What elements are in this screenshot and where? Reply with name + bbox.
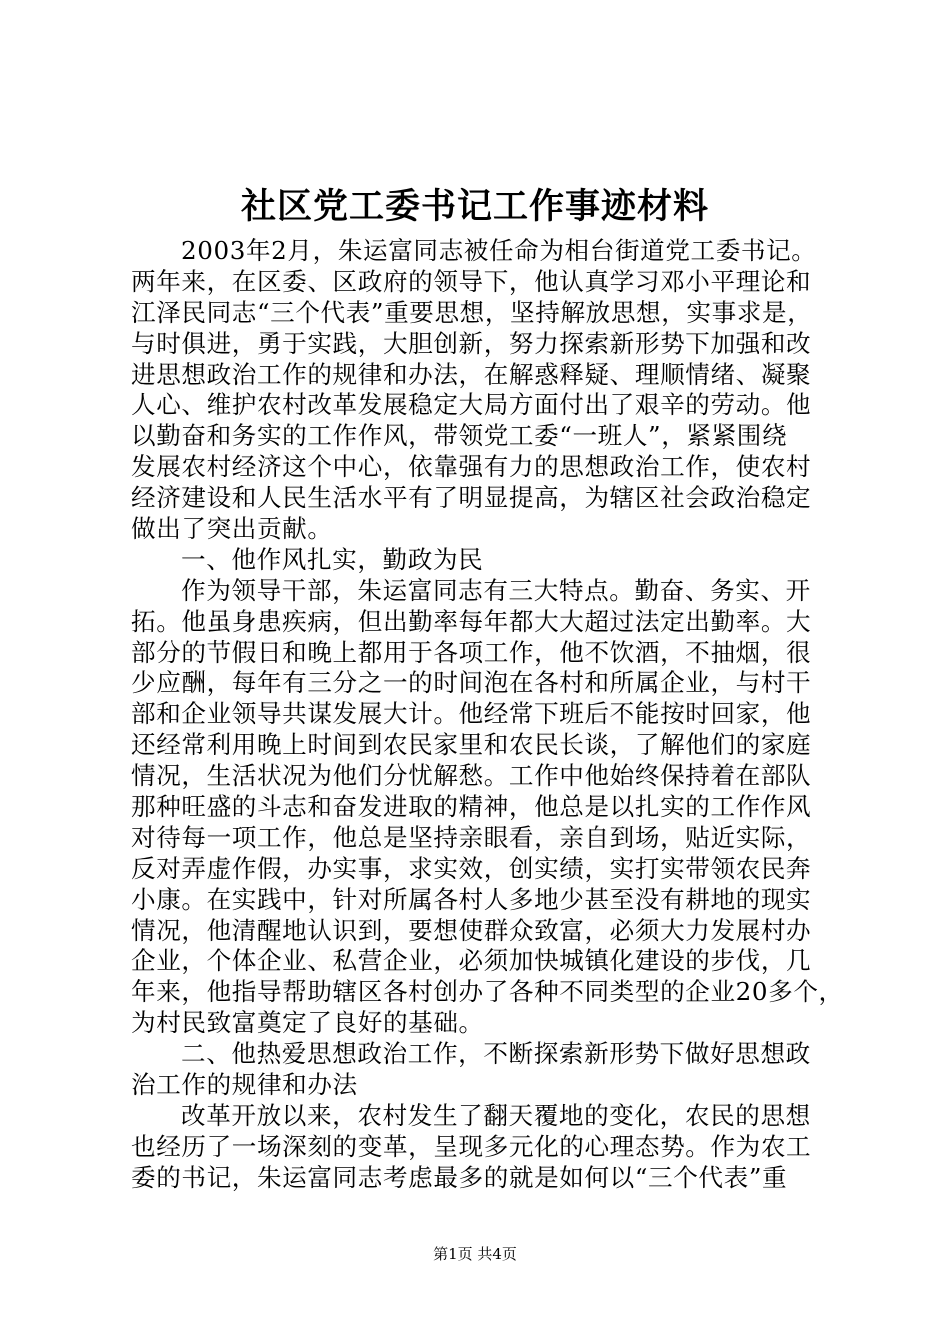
body-line: 也经历了一场深刻的变革，呈现多元化的心理态势。作为农工 [131,1131,812,1161]
body-line: 江泽民同志“三个代表”重要思想，坚持解放思想，实事求是， [131,297,813,327]
body-line: 情况，他清醒地认识到，要想使群众致富，必须大力发展村办 [131,915,812,945]
body-line: 改革开放以来，农村发生了翻天覆地的变化，农民的思想 [181,1100,811,1130]
section-heading: 二、他热爱思想政治工作，不断探索新形势下做好思想政 [181,1039,811,1069]
section-heading: 一、他作风扎实，勤政为民 [181,544,484,574]
body-line: 对待每一项工作，他总是坚持亲眼看，亲自到场，贴近实际， [131,822,812,852]
body-line: 企业，个体企业、私营企业，必须加快城镇化建设的步伐，几 [131,946,812,976]
body-line: 以勤奋和务实的工作作风，带领党工委“一班人”，紧紧围绕 [131,421,788,451]
body-line: 还经常利用晚上时间到农民家里和农民长谈，了解他们的家庭 [131,730,812,760]
body-line: 2003年2月，朱运富同志被任命为相台街道党工委书记。 [181,236,817,265]
body-line: 部分的节假日和晚上都用于各项工作，他不饮酒，不抽烟，很 [131,637,812,667]
document-title: 社区党工委书记工作事迹材料 [240,186,709,227]
body-line: 作为领导干部，朱运富同志有三大特点。勤奋、务实、开 [181,575,811,605]
body-line: 反对弄虚作假，办实事，求实效，创实绩，实打实带领农民奔 [131,853,812,883]
body-line: 人心、维护农村改革发展稳定大局方面付出了艰辛的劳动。他 [131,390,812,420]
document-body [131,236,843,1194]
body-line: 发展农村经济这个中心，依靠强有力的思想政治工作，使农村 [131,452,812,482]
body-line: 那种旺盛的斗志和奋发进取的精神，他总是以扎实的工作作风 [131,792,812,822]
body-line: 少应酬，每年有三分之一的时间泡在各村和所属企业，与村干 [131,668,812,698]
body-line: 年来，他指导帮助辖区各村创办了各种不同类型的企业20多个， [131,977,844,1007]
body-line: 拓。他虽身患疾病，但出勤率每年都大大超过法定出勤率。大 [131,606,812,636]
page-footer: 第1页 共4页 [433,1245,517,1263]
body-line: 经济建设和人民生活水平有了明显提高，为辖区社会政治稳定 [131,483,812,513]
body-line: 做出了突出贡献。 [131,514,333,544]
body-line: 情况，生活状况为他们分忧解愁。工作中他始终保持着在部队 [131,761,812,791]
body-line: 进思想政治工作的规律和办法，在解惑释疑、理顺情绪、凝聚 [131,359,812,389]
section-heading: 治工作的规律和办法 [131,1070,358,1100]
body-line: 部和企业领导共谋发展大计。他经常下班后不能按时回家，他 [131,699,812,729]
body-line: 委的书记，朱运富同志考虑最多的就是如何以“三个代表”重 [131,1162,788,1192]
body-line: 小康。在实践中，针对所属各村人多地少甚至没有耕地的现实 [131,884,812,914]
body-line: 为村民致富奠定了良好的基础。 [131,1008,484,1038]
body-line: 两年来，在区委、区政府的领导下，他认真学习邓小平理论和 [131,266,812,296]
body-line: 与时俱进，勇于实践，大胆创新，努力探索新形势下加强和改 [131,328,812,358]
